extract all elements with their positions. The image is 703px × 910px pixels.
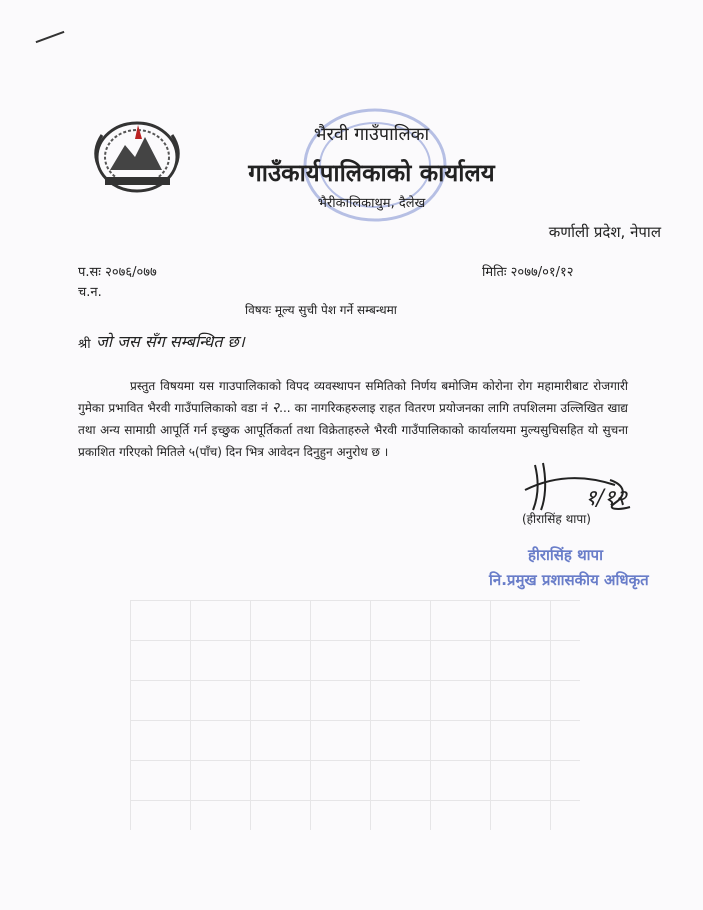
bleed-through-table [130,600,580,830]
pen-mark [36,31,65,43]
province-name: कर्णाली प्रदेश, नेपाल [548,223,661,241]
dispatch-number: च.न. [78,285,102,300]
reference-number: प.सः २०७६/०७७ [78,265,157,280]
stamp-title: नि.प्रमुख प्रशासकीय अधिकृत [489,571,649,589]
municipality-name: भैरवी गाउँपालिका [313,124,430,145]
office-address: भैरीकालिकाथुम, दैलेख [317,196,426,211]
office-name: गाउँकार्यपालिकाको कार्यालय [248,159,495,187]
letter-date: मितिः २०७७/०१/१२ [482,265,574,280]
body-text-part1: प्रस्तुत विषयमा यस गाउपालिकाको विपद व्यवस्थापन समितिको निर्णय बमोजिम कोरोना रोग महामारीबाट रोजगारी गुमेका प्रभावित भैरवी गाउँपालिकाको वडा नं [78,379,628,415]
signatory-name: (हीरासिंह थापा) [522,512,591,526]
letter-subject: विषयः मूल्य सुची पेश गर्ने सम्बन्धमा [245,303,397,317]
salutation-prefix: श्री [78,337,91,352]
letter-body [78,375,628,463]
handwritten-ward-number: २ [271,400,280,416]
signature-date-note: १/१२ [585,486,627,511]
stamp-name: हीरासिंह थापा [528,546,603,564]
handwritten-salutation: जो जस सँग सम्बन्धित छ। [96,332,245,351]
body-text-part2: ... का नागरिकहरुलाइ राहत वितरण प्रयोजनका लागि तपशिलमा उल्लिखित खाद्य तथा अन्य सामाग्री आपूर्ति गर्न इच्छुक आपूर्तिकर्ता तथा विक्रेताहरुले भैरवी गाउँपालिकाको कार्यालयमा मुल्यसुचिसहित यो सुचना प्रकाशित गरिएको मितिले ५(पाँच) दिन भित्र आवेदन दिनुहुन अनुरोध छ । [78,401,628,459]
